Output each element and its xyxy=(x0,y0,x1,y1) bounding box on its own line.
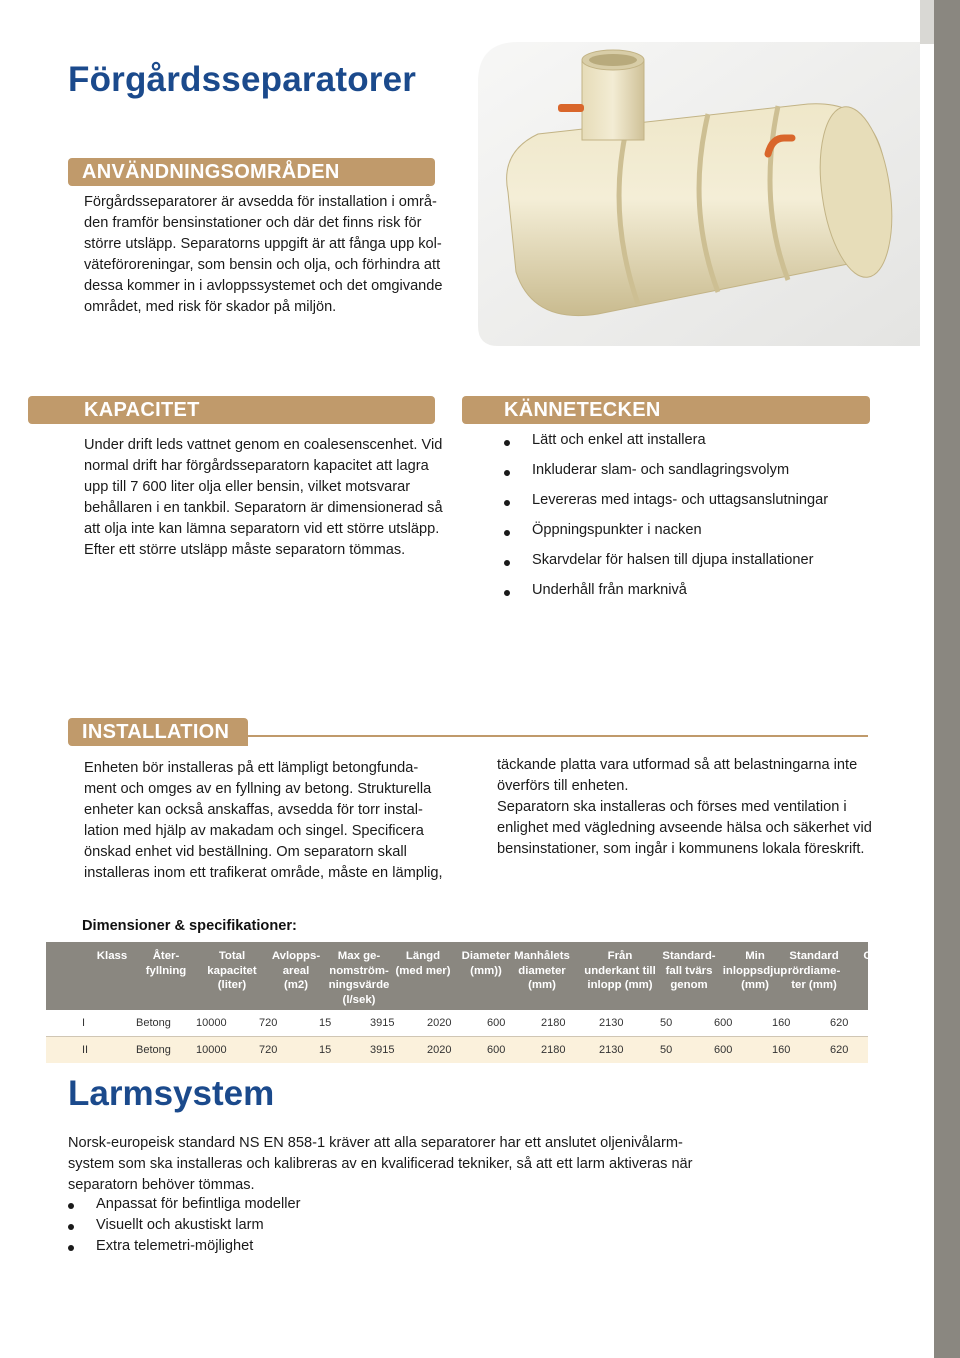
list-item-text: Extra telemetri-möjlighet xyxy=(96,1238,254,1254)
table-header-cell: Längd (med mer) xyxy=(395,950,451,977)
text-line: upp till 7 600 liter olja eller bensin, vilket motsvarar xyxy=(84,479,411,495)
list-item xyxy=(504,582,884,612)
text-line: Separatorn ska installeras och förses med ventilation i xyxy=(497,799,847,815)
list-item xyxy=(504,432,884,462)
table-cell: 2020 xyxy=(427,1044,452,1056)
larm-heading: Larmsystem xyxy=(68,1074,275,1113)
bullet-icon xyxy=(504,500,510,506)
table-header-cell: Diameter (mm)) xyxy=(461,950,511,977)
page-edge-tab xyxy=(920,0,934,44)
specs-heading: Dimensioner & specifikationer: xyxy=(82,918,297,934)
list-item-text: Anpassat för befintliga modeller xyxy=(96,1196,301,1212)
page-edge-strip xyxy=(934,0,960,1358)
tank-neck xyxy=(582,60,644,140)
text-line: separatorn behöver tömmas. xyxy=(68,1177,255,1193)
table-header-cell: Ca vikt tom (kg) xyxy=(863,950,901,991)
table-header-cell: Manhålets diameter (mm) xyxy=(514,950,570,991)
table-cell: 600 xyxy=(714,1044,733,1056)
list-item xyxy=(504,552,884,582)
kannetecken-list xyxy=(504,432,884,612)
table-cell: Betong xyxy=(136,1017,171,1029)
text-line: området, med risk för skador på miljön. xyxy=(84,299,337,315)
table-header-cell: Min inloppsdjup (mm) xyxy=(722,950,788,991)
table-cell: 720 xyxy=(259,1044,278,1056)
inlet-pipe xyxy=(558,104,584,112)
table-cell: 620 xyxy=(830,1044,849,1056)
bullet-icon xyxy=(504,560,510,566)
table-cell: 10000 xyxy=(196,1044,227,1056)
text-line: bensinstationer, som ingår i kommunens lokala föreskrift. xyxy=(497,841,865,857)
list-item xyxy=(504,462,884,492)
bullet-icon xyxy=(504,590,510,596)
text-line: Förgårdsseparatorer är avsedda för installation i områ- xyxy=(84,194,437,210)
bullet-icon xyxy=(68,1203,74,1209)
installation-rule xyxy=(240,735,868,737)
text-line: Efter ett större utsläpp måste separatorn tömmas. xyxy=(84,542,406,558)
text-line: större utsläpp. Separatorns uppgift är att fånga upp kol- xyxy=(84,236,442,252)
table-header-cell: Standard- fall tvärs genom xyxy=(662,950,716,991)
list-item xyxy=(504,522,884,552)
text-line: Enheten bör installeras på ett lämpligt betongfunda- xyxy=(84,760,419,776)
section-heading-installation: INSTALLATION xyxy=(82,721,230,743)
table-cell: I xyxy=(82,1017,86,1029)
text-line: enlighet med vägledning avseende hälsa och säkerhet vid xyxy=(497,820,872,836)
text-line: väteföroreningar, som bensin och olja, och förhindra att xyxy=(84,257,441,273)
table-cell: 720 xyxy=(259,1017,278,1029)
section-heading-anvandning: ANVÄNDNINGSOMRÅDEN xyxy=(82,161,340,183)
bullet-icon xyxy=(68,1245,74,1251)
section-heading-kannetecken: KÄNNETECKEN xyxy=(504,399,661,421)
tank-neck-inner xyxy=(589,54,637,66)
list-item-text: Underhåll från marknivå xyxy=(532,582,687,598)
bullet-icon xyxy=(504,470,510,476)
text-line: dessa kommer in i avloppssystemet och det omgivande xyxy=(84,278,443,294)
list-item xyxy=(68,1196,568,1217)
table-header-cell: Avlopps- areal (m2) xyxy=(271,950,321,991)
table-cell: 50 xyxy=(660,1017,673,1029)
table-cell: 600 xyxy=(487,1044,506,1056)
anvandning-text xyxy=(84,192,484,318)
table-cell: 620 xyxy=(830,1017,849,1029)
list-item-text: Inkluderar slam- och sandlagringsvolym xyxy=(532,462,790,478)
list-item-text: Visuellt och akustiskt larm xyxy=(96,1217,264,1233)
text-line: önskad enhet vid beställning. Om separatorn skall xyxy=(84,844,407,860)
list-item xyxy=(68,1238,568,1259)
table-cell: 2180 xyxy=(541,1017,566,1029)
list-item-text: Lätt och enkel att installera xyxy=(532,432,706,448)
section-bar-installation xyxy=(68,718,248,746)
larm-list xyxy=(68,1196,568,1259)
section-bar-kannetecken xyxy=(462,396,870,424)
list-item-text: Skarvdelar för halsen till djupa installationer xyxy=(532,552,814,568)
separator-tank-image xyxy=(478,42,920,346)
text-line: att olja inte kan lämna separatorn vid ett större utsläpp. xyxy=(84,521,440,537)
section-bar-anvandning xyxy=(68,158,435,186)
bullet-icon xyxy=(504,530,510,536)
table-header-cell: Klass xyxy=(96,950,128,962)
page-title: Förgårdsseparatorer xyxy=(68,60,417,99)
list-item xyxy=(68,1217,568,1238)
table-header-cell: Total kapacitet (liter) xyxy=(207,950,257,991)
table-cell: 15 xyxy=(319,1044,332,1056)
text-line: täckande platta vara utformad så att belastningarna inte xyxy=(497,757,858,773)
text-line: Under drift leds vattnet genom en coalesenscenhet. Vid xyxy=(84,437,443,453)
text-line: Norsk-europeisk standard NS EN 858-1 kräver att alla separatorer har ett anslutet oljenivålarm- xyxy=(68,1135,683,1151)
text-line: överförs till enheten. xyxy=(497,778,629,794)
table-cell: 2130 xyxy=(599,1017,624,1029)
table-header-cell: Från underkant till inlopp (mm) xyxy=(584,950,656,991)
bullet-icon xyxy=(68,1224,74,1230)
larm-text xyxy=(68,1133,888,1196)
text-line: behållaren i en tankbil. Separatorn är dimensionerad så xyxy=(84,500,443,516)
kapacitet-text xyxy=(84,435,474,561)
table-cell: 2020 xyxy=(427,1017,452,1029)
installation-text-right xyxy=(497,755,897,860)
list-item-text: Öppningspunkter i nacken xyxy=(532,522,702,538)
table-cell: 10000 xyxy=(196,1017,227,1029)
table-cell: 50 xyxy=(660,1044,673,1056)
text-line: lation med hjälp av makadam och singel. Specificera xyxy=(84,823,424,839)
table-cell: II xyxy=(82,1044,89,1056)
table-cell: 3915 xyxy=(370,1017,395,1029)
table-header-cell: Standard rördiame- ter (mm) xyxy=(787,950,841,991)
text-line: den framför bensinstationer och där det finns risk för xyxy=(84,215,422,231)
specs-table-header xyxy=(46,942,901,1010)
table-cell: 2130 xyxy=(599,1044,624,1056)
list-item-text: Levereras med intags- och uttagsanslutningar xyxy=(532,492,829,508)
text-line: system som ska installeras och kalibreras av en kvalificerad tekniker, så att ett larm aktiveras när xyxy=(68,1156,693,1172)
table-header-cell: Åter- fyllning xyxy=(145,950,187,977)
text-line: normal drift har förgårdsseparatorn kapacitet att lagra xyxy=(84,458,429,474)
table-cell: 600 xyxy=(714,1017,733,1029)
text-line: enheter kan också anskaffas, avsedda för torr instal- xyxy=(84,802,423,818)
table-cell: 2180 xyxy=(541,1044,566,1056)
table-row xyxy=(46,1037,868,1063)
table-cell: 15 xyxy=(319,1017,332,1029)
section-heading-kapacitet: KAPACITET xyxy=(84,399,200,421)
bullet-icon xyxy=(504,440,510,446)
text-line: ment och omges av en fyllning av betong. Strukturella xyxy=(84,781,432,797)
section-bar-kapacitet xyxy=(28,396,435,424)
table-header-cell: Max ge- nomström- ningsvärde (l/sek) xyxy=(328,950,390,1006)
table-row xyxy=(46,1010,868,1036)
table-cell: 160 xyxy=(772,1017,791,1029)
text-line: installeras inom ett trafikerat område, måste en lämplig, xyxy=(84,865,443,881)
table-cell: Betong xyxy=(136,1044,171,1056)
list-item xyxy=(504,492,884,522)
installation-text-left xyxy=(84,758,484,884)
table-cell: 3915 xyxy=(370,1044,395,1056)
table-cell: 600 xyxy=(487,1017,506,1029)
table-cell: 160 xyxy=(772,1044,791,1056)
